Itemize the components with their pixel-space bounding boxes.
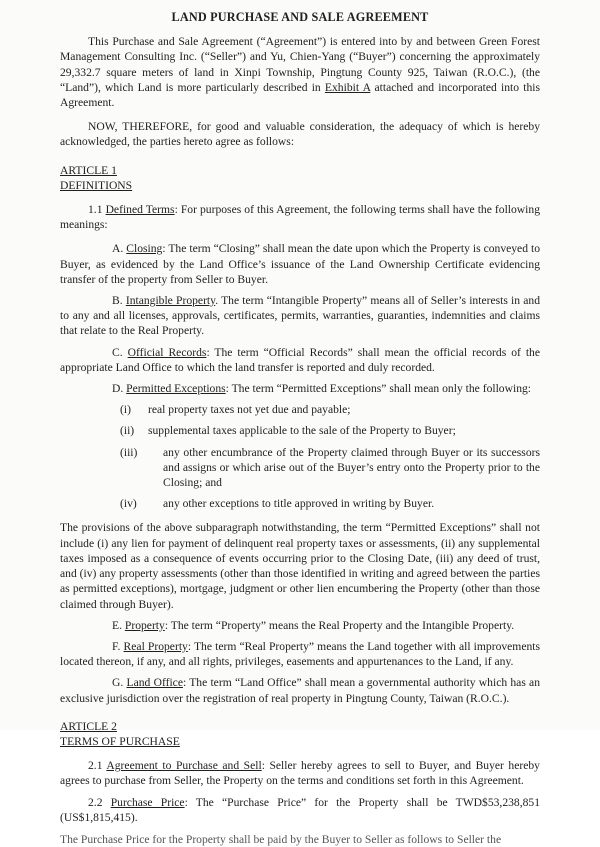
exception-item-iii: (iii) any other encumbrance of the Property claimed through Buyer or its successors and assigns or which arise out of the Buyer’s entry onto the Property prior to the Closing; and <box>120 445 540 490</box>
definition-intangible-property: B. Intangible Property. The term “Intangible Property” means all of Seller’s interests in and to any and all licenses, approvals, certificates, permits, warranties, guaranties, indemnities and claims that relate to the Real Property. <box>60 294 540 338</box>
exhibit-a-reference: Exhibit A <box>324 80 371 94</box>
definition-real-property: F. Real Property: The term “Real Property” means the Land together with all improvements located thereon, if any, and all rights, privileges, easements and appurtenances to the Land, if any. <box>60 639 540 669</box>
definition-official-records: C. Official Records: The term “Official Records” shall mean the official records of the appropriate Land Office to which the land transfer is reported and duly recorded. <box>60 345 540 374</box>
section-1-1: 1.1 Defined Terms: For purposes of this Agreement, the following terms shall have the following meanings: <box>60 203 540 232</box>
exception-item-iv: (iv) any other exceptions to title approved in writing by Buyer. <box>120 497 435 511</box>
article-2-heading: ARTICLE 2 TERMS OF PURCHASE <box>60 719 180 748</box>
definition-land-office: G. Land Office: The term “Land Office” shall mean a governmental authority which has an exclusive jurisdiction over the registration of real property in Pingtung County, Taiwan (R.O.C.). <box>60 676 541 705</box>
intro-paragraph: This Purchase and Sale Agreement (“Agreement”) is entered into by and between Green Forest Management Consulting Inc. (“Seller”) and Yu, Chien-Yang (“Buyer”) concerning the approximately 29,332.7 square meters of land in Xinpi Township, Pingtung County 925, Taiwan (R.O.C.), (the “Land”), which Land is more particularly described in Exhibit A attached and incorporated into this Agreement. <box>60 35 540 110</box>
definition-closing: A. Closing: The term “Closing” shall mean the date upon which the Property is conveyed to Buyer, as evidenced by the Land Office’s issuance of the Land Ownership Certificate evidencing transfer of the property from Seller to Buyer. <box>60 242 541 286</box>
section-2-1: 2.1 Agreement to Purchase and Sell: Seller hereby agrees to sell to Buyer, and Buyer hereby agrees to purchase from Seller, the Property on the terms and conditions set forth in this Agreement. <box>60 759 540 788</box>
section-2-2: 2.2 Purchase Price: The “Purchase Price” for the Property shall be TWD$53,238,851 (US$1,815,415). <box>60 795 540 824</box>
exception-item-i: (i) real property taxes not yet due and payable; <box>120 403 351 417</box>
section-2-2-continuation: The Purchase Price for the Property shall be paid by the Buyer to Seller as follows to Seller the <box>60 832 502 846</box>
exception-item-ii: (ii) supplemental taxes applicable to the sale of the Property to Buyer; <box>120 424 456 438</box>
document-title: LAND PURCHASE AND SALE AGREEMENT <box>171 10 429 24</box>
now-therefore-paragraph: NOW, THEREFORE, for good and valuable consideration, the adequacy of which is hereby acknowledged, the parties hereto agree as follows: <box>60 120 540 149</box>
definition-permitted-exceptions: D. Permitted Exceptions: The term “Permitted Exceptions” shall mean only the following: <box>112 382 532 396</box>
definition-property: E. Property: The term “Property” means the Real Property and the Intangible Property. <box>112 618 515 632</box>
provisions-paragraph: The provisions of the above subparagraph notwithstanding, the term “Permitted Exceptions” shall not include (i) any lien for payment of delinquent real property taxes or assessments, (ii) any supplemental taxes imposed as a consequence of events occurring prior to the Closing Date, (iii) any deed of trust, and (iv) any property assessments (other than those identified in writing and agreed between the parties as permitted exceptions), mortgage, judgment or other lien encumbering the Property (other than those claimed through Buyer). <box>60 521 540 611</box>
article-1-heading: ARTICLE 1 DEFINITIONS <box>60 163 133 192</box>
